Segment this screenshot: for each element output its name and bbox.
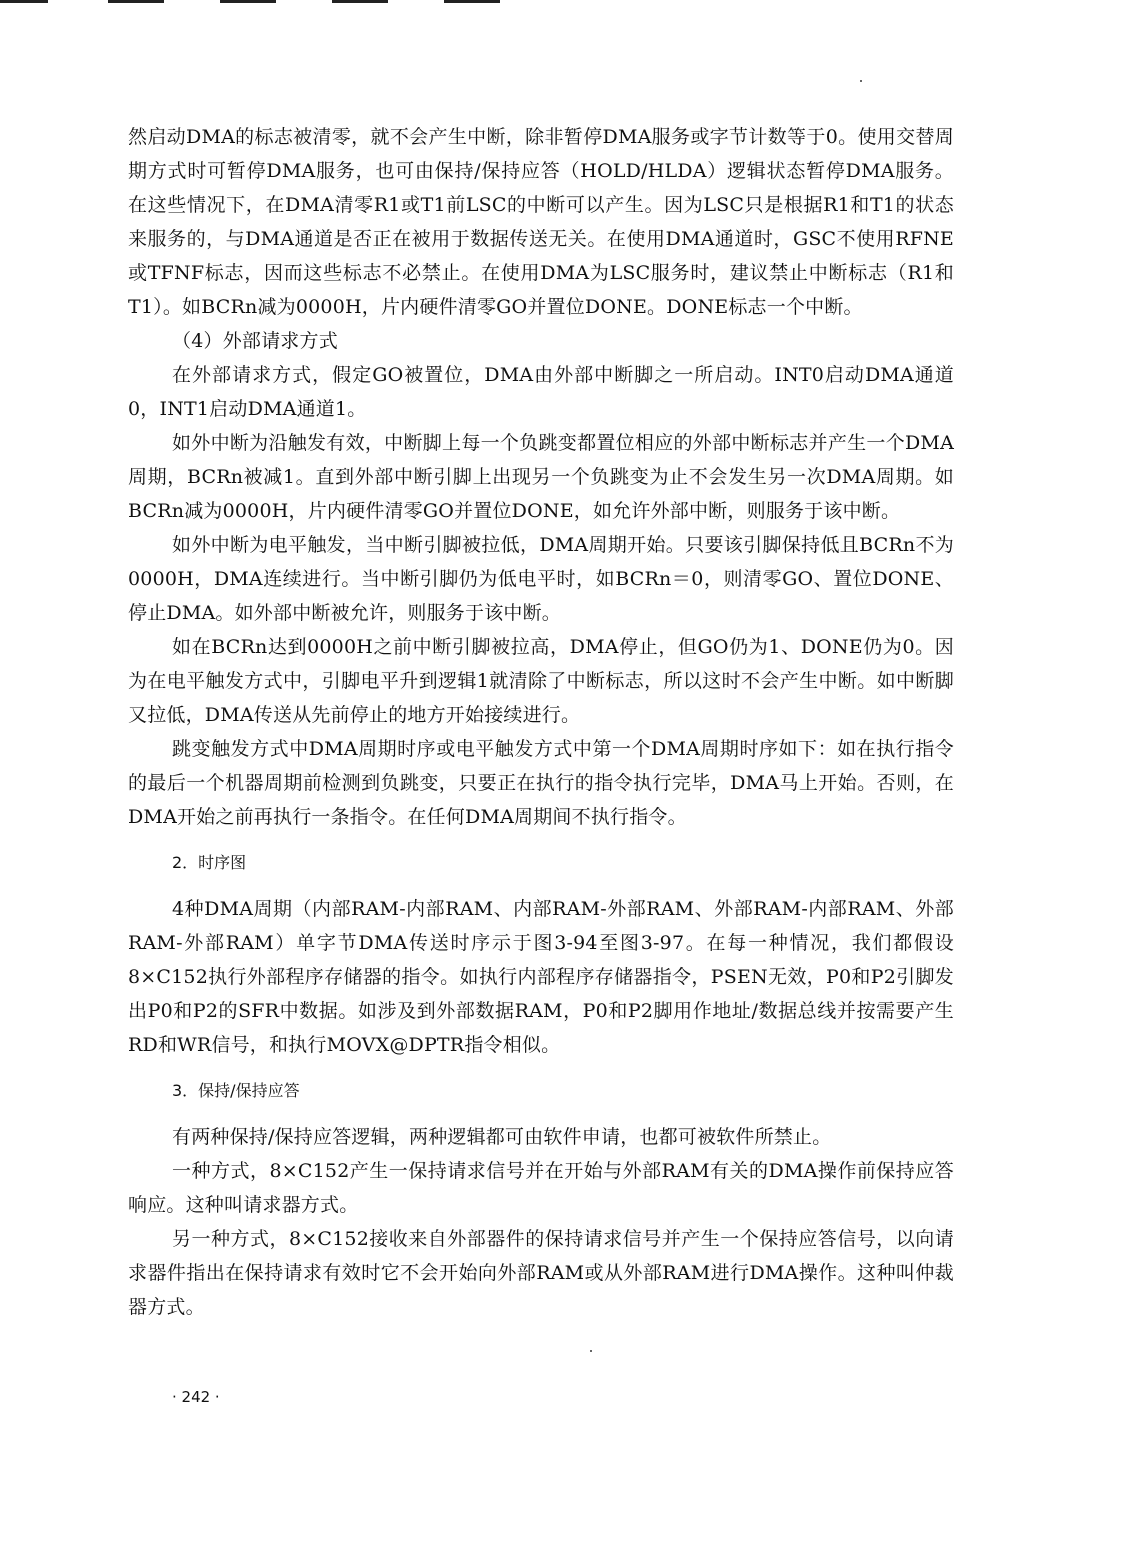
scan-speck xyxy=(590,1350,592,1352)
body-paragraph: 如在BCRn达到0000H之前中断引脚被拉高，DMA停止，但GO仍为1、DONE仍为0。因为在电平触发方式中，引脚电平升到逻辑1就清除了中断标志，所以这时不会产生中断。如中断脚又拉低，DMA传送从先前停止的地方开始接续进行。 xyxy=(128,636,954,726)
body-paragraph: 如外中断为沿触发有效，中断脚上每一个负跳变都置位相应的外部中断标志并产生一个DMA周期，BCRn被减1。直到外部中断引脚上出现另一个负跳变为止不会发生另一次DMA周期。如BCRn减为0000H，片内硬件清零GO并置位DONE，如允许外部中断，则服务于该中断。 xyxy=(128,432,954,522)
body-paragraph: 另一种方式，8×C152接收来自外部器件的保持请求信号并产生一个保持应答信号，以向请求器件指出在保持请求有效时它不会开始向外部RAM或从外部RAM进行DMA操作。这种叫仲裁器方式。 xyxy=(128,1228,954,1318)
body-paragraph: 有两种保持/保持应答逻辑，两种逻辑都可由软件申请，也都可被软件所禁止。 xyxy=(172,1126,832,1148)
top-rule-4 xyxy=(332,0,388,3)
body-paragraph: 如外中断为电平触发，当中断引脚被拉低，DMA周期开始。只要该引脚保持低且BCRn不为0000H，DMA连续进行。当中断引脚仍为低电平时，如BCRn＝0，则清零GO、置位DONE、停止DMA。如外部中断被允许，则服务于该中断。 xyxy=(128,534,954,624)
body-paragraph: 4种DMA周期（内部RAM-内部RAM、内部RAM-外部RAM、外部RAM-内部RAM、外部RAM-外部RAM）单字节DMA传送时序示于图3-94至图3-97。在每一种情况，我们都假设8×C152执行外部程序存储器的指令。如执行内部程序存储器指令，PSEN无效，P0和P2引脚发出P0和P2的SFR中数据。如涉及到外部数据RAM，P0和P2脚用作地址/数据总线并按需要产生RD和WR信号，和执行MOVX@DPTR指令相似。 xyxy=(128,898,954,1056)
body-paragraph: 在外部请求方式，假定GO被置位，DMA由外部中断脚之一所启动。INT0启动DMA通道0，INT1启动DMA通道1。 xyxy=(128,364,954,420)
body-paragraph: 然启动DMA的标志被清零，就不会产生中断，除非暂停DMA服务或字节计数等于0。使用交替周期方式时可暂停DMA服务，也可由保持/保持应答（HOLD/HLDA）逻辑状态暂停DMA服务。在这些情况下，在DMA清零R1或T1前LSC的中断可以产生。因为LSC只是根据R1和T1的状态来服务的，与DMA通道是否正在被用于数据传送无关。在使用DMA通道时，GSC不使用RFNE或TFNF标志，因而这些标志不必禁止。在使用DMA为LSC服务时，建议禁止中断标志（R1和T1）。如BCRn减为0000H，片内硬件清零GO并置位DONE。DONE标志一个中断。 xyxy=(128,126,954,318)
section-heading-timing-diagram: 2．时序图 xyxy=(172,853,247,872)
body-paragraph: 一种方式，8×C152产生一保持请求信号并在开始与外部RAM有关的DMA操作前保持应答响应。这种叫请求器方式。 xyxy=(128,1160,954,1216)
page-body xyxy=(128,120,954,1324)
page-number: · 242 · xyxy=(172,1388,220,1406)
scan-speck xyxy=(860,80,862,82)
top-rule-1 xyxy=(0,0,48,3)
section-heading-hold-ack: 3．保持/保持应答 xyxy=(172,1081,300,1100)
top-rule-2 xyxy=(108,0,164,3)
subsection-heading: （4）外部请求方式 xyxy=(172,330,338,352)
top-rule-3 xyxy=(220,0,276,3)
top-rule-5 xyxy=(444,0,500,3)
body-paragraph: 跳变触发方式中DMA周期时序或电平触发方式中第一个DMA周期时序如下：如在执行指令的最后一个机器周期前检测到负跳变，只要正在执行的指令执行完毕，DMA马上开始。否则，在DMA开始之前再执行一条指令。在任何DMA周期间不执行指令。 xyxy=(128,738,954,828)
